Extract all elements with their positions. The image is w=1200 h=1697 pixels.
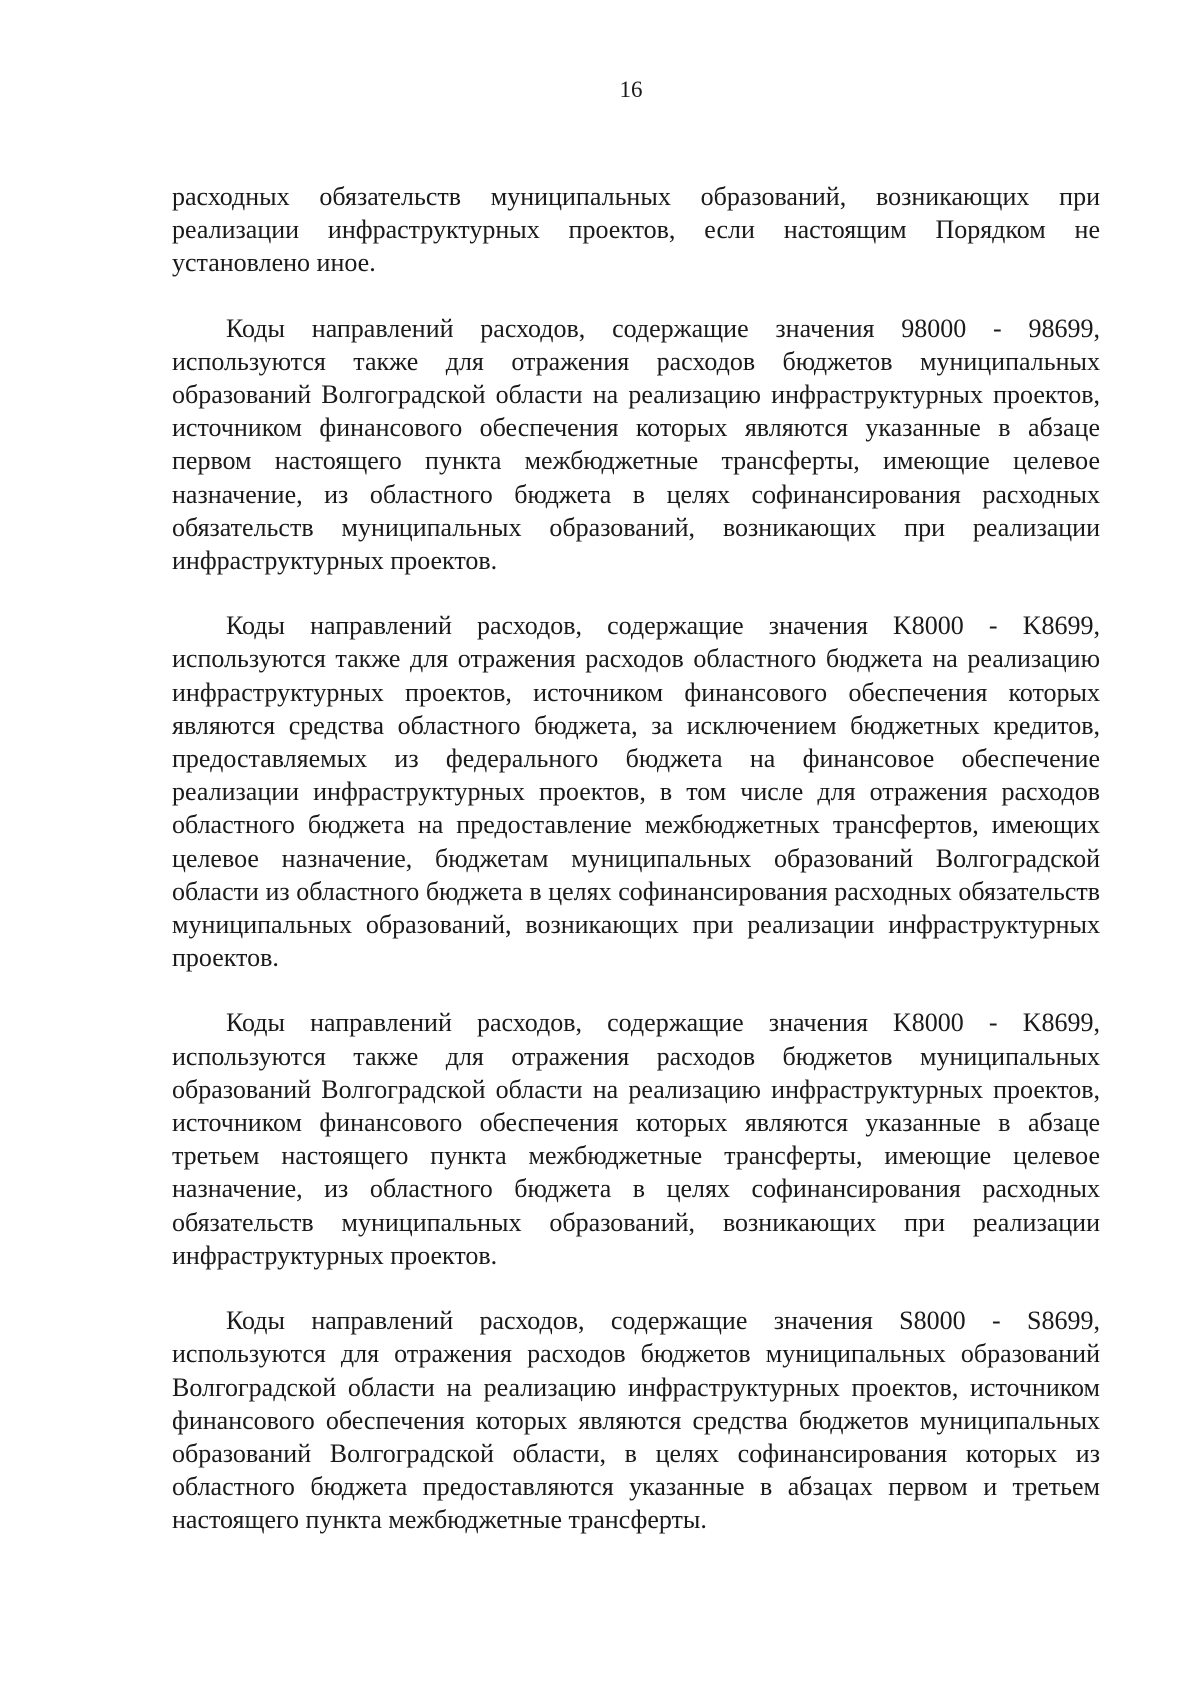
paragraph-codes-98000: Коды направлений расходов, содержащие значения 98000 - 98699, используются также для отражения расходов бюджетов муниципальных образований Волгоградской области на реализацию инфраструктурных проектов, источником финансового обеспечения которых являются указанные в абзаце первом настоящего пункта межбюджетные трансферты, имеющие целевое назначение, из областного бюджета в целях софинансирования расходных обязательств муниципальных образований, возникающих при реализации инфраструктурных проектов. bbox=[172, 313, 1100, 576]
paragraph-codes-s8000: Коды направлений расходов, содержащие значения S8000 - S8699, используются для отражения расходов бюджетов муниципальных образований Волгоградской области на реализацию инфраструктурных проектов, источником финансового обеспечения которых являются средства бюджетов муниципальных образований Волгоградской области, в целях софинансирования которых из областного бюджета предоставляются указанные в абзацах первом и третьем настоящего пункта межбюджетные трансферты. bbox=[172, 1306, 1100, 1535]
paragraph-codes-k8000-municipal: Коды направлений расходов, содержащие значения K8000 - K8699, используются также для отражения расходов бюджетов муниципальных образований Волгоградской области на реализацию инфраструктурных проектов, источником финансового обеспечения которых являются указанные в абзаце третьем настоящего пункта межбюджетные трансферты, имеющие целевое назначение, из областного бюджета в целях софинансирования расходных обязательств муниципальных образований, возникающих при реализации инфраструктурных проектов. bbox=[172, 1008, 1100, 1270]
paragraph-codes-k8000-regional: Коды направлений расходов, содержащие значения K8000 - K8699, используются также для отражения расходов областного бюджета на реализацию инфраструктурных проектов, источником финансового обеспечения которых являются средства областного бюджета, за исключением бюджетных кредитов, предоставляемых из федерального бюджета на финансовое обеспечение реализации инфраструктурных проектов, в том числе для отражения расходов областного бюджета на предоставление межбюджетных трансфертов, имеющих целевое назначение, бюджетам муниципальных образований Волгоградской области из областного бюджета в целях софинансирования расходных обязательств муниципальных образований, возникающих при реализации инфраструктурных проектов. bbox=[172, 611, 1100, 973]
paragraph-continuation: расходных обязательств муниципальных образований, возникающих при реализации инфраструктурных проектов, если настоящим Порядком не установлено иное. bbox=[172, 182, 1100, 278]
document-body bbox=[172, 180, 1100, 1569]
page-number: 16 bbox=[619, 77, 643, 102]
